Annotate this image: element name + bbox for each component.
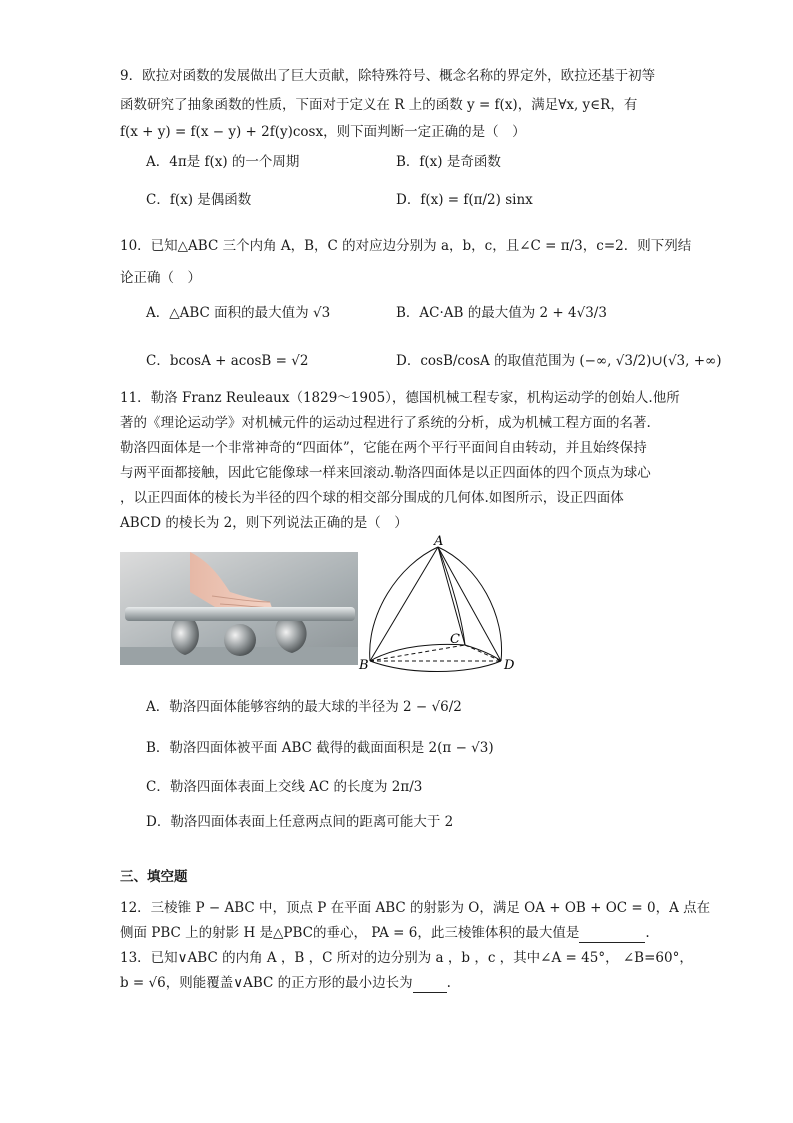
answer-blank[interactable] bbox=[579, 928, 645, 943]
q11-option-c: C．勒洛四面体表面上交线 AC 的长度为 2π/3 bbox=[146, 779, 423, 795]
q10-option-a: A．△ABC 面积的最大值为 √3 bbox=[146, 305, 331, 321]
q11-option-a: A．勒洛四面体能够容纳的最大球的半径为 2 − √6/2 bbox=[146, 699, 462, 715]
reuleaux-tetrahedron-figure bbox=[358, 535, 528, 673]
q13-line-2-text: b = √6，则能覆盖∨ABC 的正方形的最小边长为 bbox=[120, 975, 413, 991]
q13-line-2 bbox=[120, 973, 451, 993]
q11-option-b: B．勒洛四面体被平面 ABC 截得的截面面积是 2(π − √3) bbox=[146, 740, 494, 756]
q11-line-6: ABCD 的棱长为 2，则下列说法正确的是（ ） bbox=[120, 515, 408, 531]
fig-label-a: A bbox=[434, 535, 444, 549]
q11-line-4: 与两平面都接触，因此它能像球一样来回滚动.勒洛四面体是以正四面体的四个顶点为球心 bbox=[120, 465, 651, 481]
q12-line-1: 12．三棱锥 P − ABC 中，顶点 P 在平面 ABC 的射影为 O，满足 OA + OB + OC = 0，A 点在 bbox=[120, 900, 711, 916]
q9-line-2: 函数研究了抽象函数的性质，下面对于定义在 R 上的函数 y = f(x)，满足∀x, y∈R，有 bbox=[120, 97, 638, 113]
q9-option-d: D．f(x) = f(π/2) sinx bbox=[396, 192, 533, 208]
q13-line-1: 13．已知∨ABC 的内角 A ，B ，C 所对的边分别为 a ，b ，c ，其中∠A = 45°， ∠B=60°， bbox=[120, 950, 693, 966]
q12-line-2-text: 侧面 PBC 上的射影 H 是△PBC的垂心， PA = 6，此三棱锥体积的最大值是 bbox=[120, 925, 580, 941]
q10-option-c: C．bcosA + acosB = √2 bbox=[146, 353, 309, 369]
fig-label-c: C bbox=[450, 632, 460, 647]
q9-option-c: C．f(x) 是偶函数 bbox=[146, 192, 252, 208]
q10-line-2: 论正确（ ） bbox=[120, 270, 201, 286]
q11-line-2: 著的《理论运动学》对机械元件的运动过程进行了系统的分析，成为机械工程方面的名著. bbox=[120, 415, 651, 431]
q9-option-a: A．4π是 f(x) 的一个周期 bbox=[146, 154, 300, 170]
q10-option-b: B．AC·AB 的最大值为 2 + 4√3/3 bbox=[396, 305, 607, 321]
q11-line-5: ，以正四面体的棱长为半径的四个球的相交部分围成的几何体.如图所示，设正四面体 bbox=[120, 490, 624, 506]
q11-option-d: D．勒洛四面体表面上任意两点间的距离可能大于 2 bbox=[146, 814, 454, 830]
q13-line-2-end: . bbox=[446, 975, 451, 991]
answer-blank[interactable] bbox=[413, 978, 447, 993]
fig-label-b: B bbox=[359, 658, 369, 673]
q11-line-3: 勒洛四面体是一个非常神奇的“四面体”，它能在两个平行平面间自由转动，并且始终保持 bbox=[120, 440, 647, 456]
q12-line-2 bbox=[120, 923, 650, 943]
q9-line-1: 9．欧拉对函数的发展做出了巨大贡献，除特殊符号、概念名称的界定外，欧拉还基于初等 bbox=[120, 68, 656, 84]
fig-label-d: D bbox=[504, 658, 515, 673]
q9-line-3: f(x + y) = f(x − y) + 2f(y)cosx，则下面判断一定正确的是（ ） bbox=[120, 124, 526, 140]
q11-line-1: 11．勒洛 Franz Reuleaux（1829～1905），德国机械工程专家，机构运动学的创始人.他所 bbox=[120, 390, 680, 406]
q10-line-1: 10．已知△ABC 三个内角 A，B，C 的对应边分别为 a，b，c，且∠C = π/3，c=2．则下列结 bbox=[120, 238, 692, 254]
q12-line-2-end: . bbox=[645, 925, 650, 941]
section-3-title: 三、填空题 bbox=[120, 869, 188, 885]
q9-option-b: B．f(x) 是奇函数 bbox=[396, 154, 501, 170]
reuleaux-rolling-photo bbox=[120, 552, 358, 665]
q10-option-d: D．cosB/cosA 的取值范围为 (−∞, √3/2)∪(√3, +∞) bbox=[396, 353, 722, 369]
